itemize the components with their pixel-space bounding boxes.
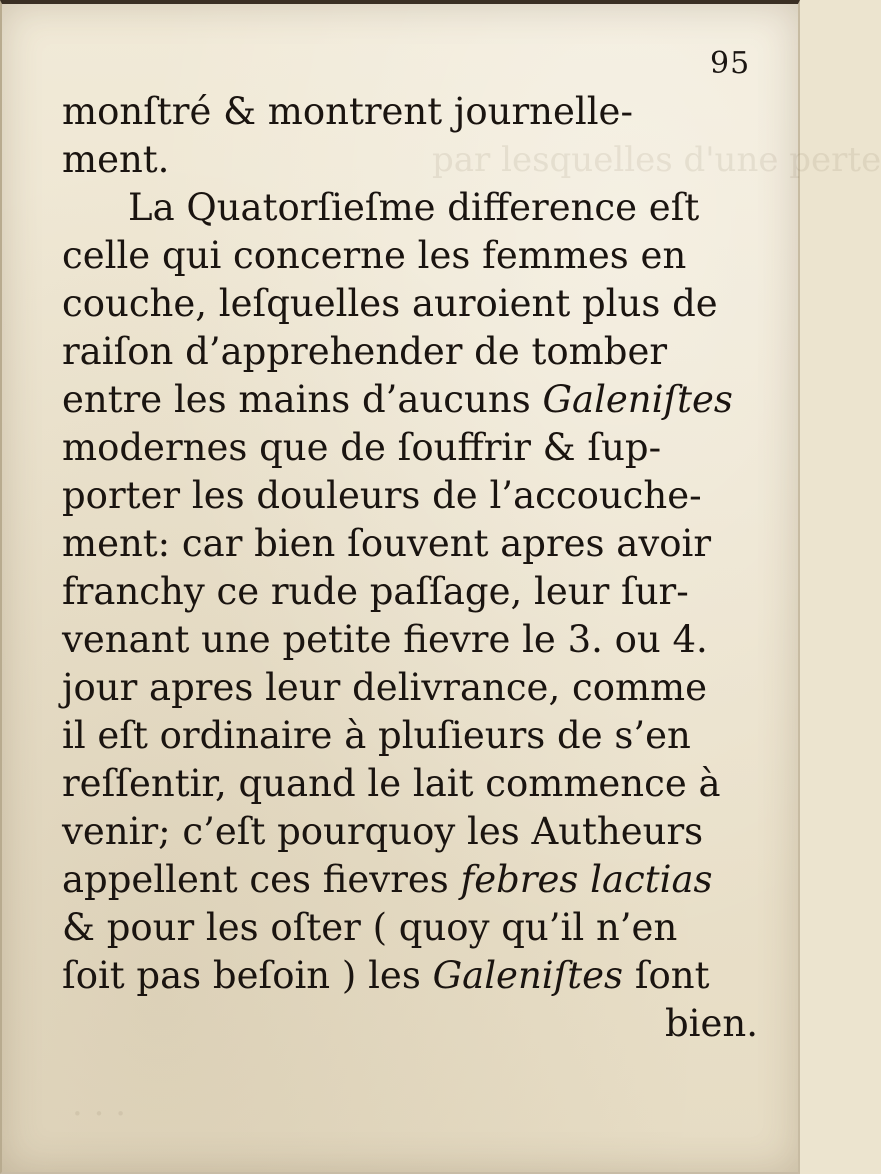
italic-term: Galeniſtes [542,378,733,421]
text-line: ment: car bien ſouvent apres avoir [62,522,712,565]
text-line: il eſt ordinaire à pluſieurs de s’en [62,714,691,757]
text-line: entre les mains d’aucuns Galeniſtes [62,378,733,421]
text-line: jour apres leur delivrance, comme [62,666,708,709]
text-line: reſſentir, quand le lait commence à [62,762,721,805]
text-line: venir; c’eſt pourquoy les Autheurs [62,810,704,853]
text-line: raiſon d’apprehender de tomber [62,330,668,373]
page-number: 95 [710,46,751,81]
text-line: & pour les oſter ( quoy qu’il n’en [62,906,678,949]
text-line: venant une petite fievre le 3. ou 4. [62,618,708,661]
text-line: ſoit pas beſoin ) les Galeniſtes ſont [62,954,710,997]
text-line: porter les douleurs de l’accouche- [62,474,702,517]
text-line: couche, leſquelles auroient plus de [62,282,718,325]
body-text [62,88,762,1048]
italic-term: febres lactias [460,858,713,901]
text-line: ment. [62,138,170,181]
paragraph-start-line: La Quatorſieſme difference eſt [128,186,700,229]
bleed-through-text: par lesquelles d'une perte [432,140,881,180]
italic-term: Galeniſtes [432,954,624,997]
text-line: monſtré & montrent journelle- [62,90,633,133]
catchword: bien. [664,1002,758,1045]
text-line: modernes que de ſouffrir & ſup- [62,426,662,469]
bleed-through-mark: · · · [72,1094,127,1134]
text-line: celle qui concerne les femmes en [62,234,687,277]
text-line: franchy ce rude paſſage, leur ſur- [62,570,689,613]
text-line: appellent ces fievres febres lactias [62,858,713,901]
